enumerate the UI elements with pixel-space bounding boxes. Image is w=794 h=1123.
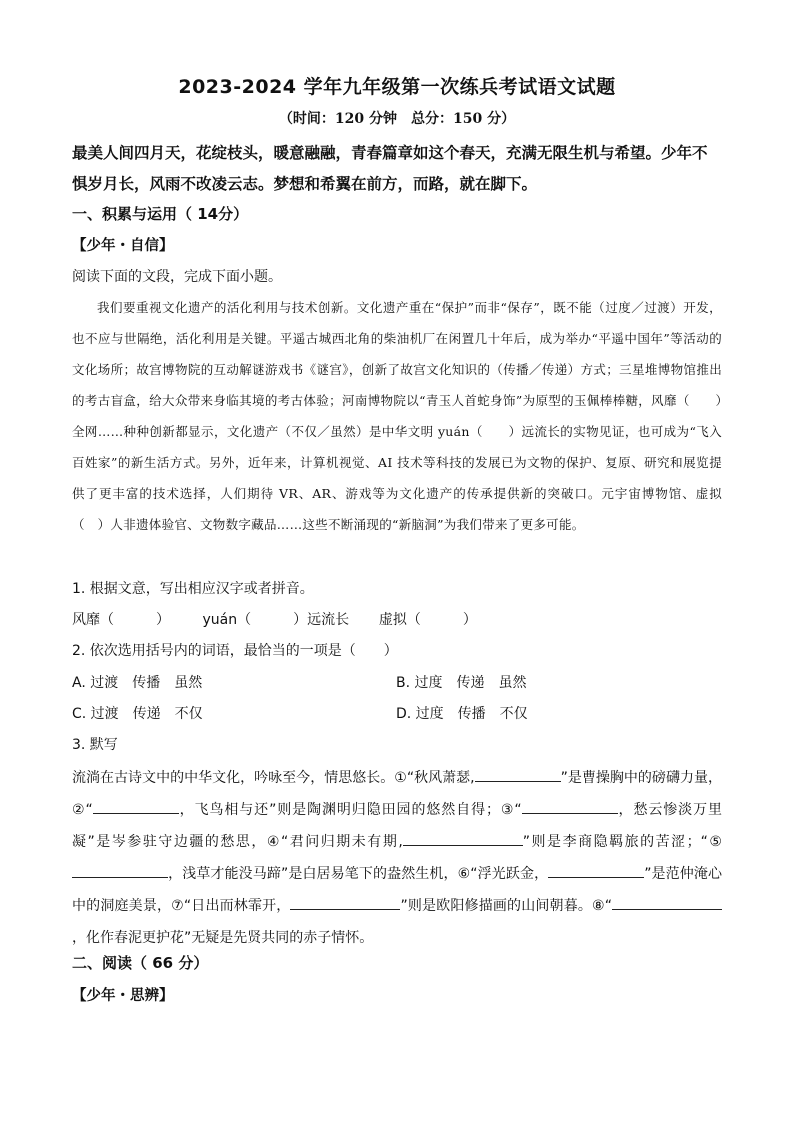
exam-time-info: （时间：120 分钟 总分：150 分） — [278, 111, 516, 127]
answer-blank-8[interactable] — [612, 895, 722, 910]
option-b: B. 过度 传递 虽然 — [396, 675, 527, 691]
reading-instruction: 阅读下面的文段，完成下面小题。 — [72, 269, 282, 285]
page-title: 2023-2024 学年九年级第一次练兵考试语文试题 — [178, 76, 616, 98]
section-heading-2: 二、阅读（ 66 分） — [72, 954, 209, 972]
answer-blank-7[interactable] — [290, 895, 400, 910]
recitation-text-4: ，愁云惨淡万里凝”是岑参驻守边疆的愁思，④“君问归期未有期, — [72, 802, 722, 850]
q1-item-fengmi: 风靡（ ） — [72, 612, 170, 628]
q1-item-xuni: 虚拟（ ） — [378, 612, 477, 628]
question-3-prompt: 3. 默写 — [72, 737, 118, 753]
recitation-text-8: ”则是欧阳修描画的山间朝暮。⑧“ — [400, 898, 612, 914]
recitation-text-9: ，化作春泥更护花”无疑是先贤共同的赤子情怀。 — [72, 930, 374, 946]
answer-blank-2[interactable] — [93, 799, 179, 814]
recitation-text-5: ”则是李商隐羁旅的苦涩；“⑤ — [522, 834, 722, 850]
reading-passage: 我们要重视文化遗产的活化利用与技术创新。文化遗产重在“保护”而非“保存”，既不能（过度／过渡）开发，也不应与世隔绝，活化利用是关键。平遥古城西北角的柴油机厂在闲置几十年后，成为举办“平遥中国年”等活动的文化场所；故宫博物院的互动解谜游戏书《谜宫》，创新了故宫文化知识的（传播／传递）方式；三星堆博物馆推出的考古盲盒，给大众带来身临其境的考古体验；河南博物院以“青玉人首蛇身饰”为原型的玉佩棒棒糖，风靡（ ）全网……种种创新都显示，文化遗产（不仅／虽然）是中华文明 yuán（ ）远流长的实物见证，也可成为“飞入百姓家”的新生活方式。另外，近年来，计算机视觉、AI 技术等科技的发展已为文物的保护、复原、研究和展览提供了更丰富的技术选择，人们期待 VR、AR、游戏等为文化遗产的传承提供新的突破口。元宇宙博物馆、虚拟（ ）人非遗体验官、文物数字藏品……这些不断涌现的“新脑洞”为我们带来了更多可能。 — [72, 300, 722, 532]
question-2-prompt: 2. 依次选用括号内的词语，最恰当的一项是（ ） — [72, 643, 398, 659]
intro-paragraph: 最美人间四月天，花绽枝头，暖意融融，青春篇章如这个春天，充满无限生机与希望。少年不惧岁月长，风雨不改凌云志。梦想和希翼在前方，而路，就在脚下。 — [72, 144, 708, 193]
option-a: A. 过渡 传播 虽然 — [72, 675, 203, 691]
recitation-text-3: ，飞鸟相与还”则是陶渊明归隐田园的悠然自得；③“ — [178, 802, 522, 818]
option-c: C. 过渡 传递 不仅 — [72, 706, 203, 722]
q1-item-yuan: yuán（ ）远流长 — [202, 612, 350, 628]
answer-blank-5[interactable] — [72, 863, 168, 878]
answer-blank-1[interactable] — [475, 767, 561, 782]
section-tag-1: 【少年・自信】 — [72, 238, 174, 254]
option-d: D. 过度 传播 不仅 — [396, 706, 528, 722]
answer-blank-4[interactable] — [403, 831, 523, 846]
recitation-text-1: 流淌在古诗文中的中华文化，吟咏至今，情思悠长。①“秋风萧瑟, — [72, 770, 475, 786]
question-1-prompt: 1. 根据文意，写出相应汉字或者拼音。 — [72, 581, 314, 597]
answer-blank-6[interactable] — [548, 863, 644, 878]
recitation-text-2: ”是曹操胸中的磅礴力量，②“ — [72, 770, 722, 818]
question-1-items — [72, 609, 477, 629]
recitation-text-7: ”是范仲淹心中的洞庭美景，⑦“日出而林霏开， — [72, 866, 722, 914]
recitation-paragraph — [72, 762, 722, 954]
section-tag-2: 【少年・思辨】 — [72, 988, 174, 1004]
recitation-text-6: ，浅草才能没马蹄”是白居易笔下的盎然生机，⑥“浮光跃金， — [168, 866, 549, 882]
answer-blank-3[interactable] — [522, 799, 618, 814]
section-heading-1: 一、积累与运用（ 14分） — [72, 205, 249, 223]
